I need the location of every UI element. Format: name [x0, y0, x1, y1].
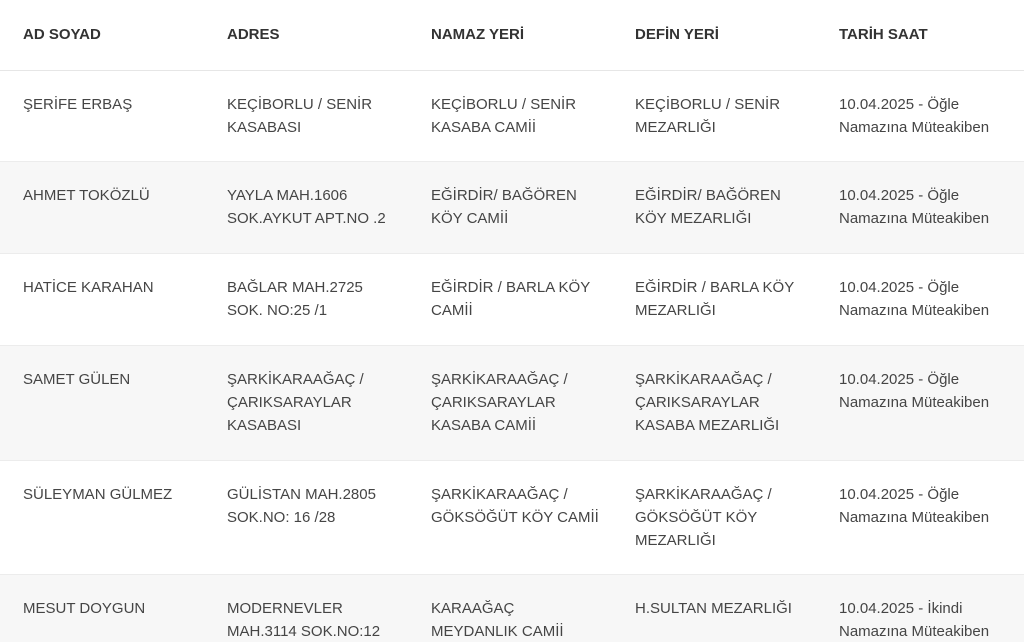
cell-address: GÜLİSTAN MAH.2805 SOK.NO: 16 /28	[204, 460, 408, 574]
cell-date-time: 10.04.2025 - Öğle Namazına Müteakiben	[816, 70, 1024, 161]
cell-burial-place: EĞİRDİR/ BAĞÖREN KÖY MEZARLIĞI	[612, 161, 816, 253]
table-row	[0, 161, 1024, 253]
cell-prayer-place: KEÇİBORLU / SENİR KASABA CAMİİ	[408, 70, 612, 161]
cell-prayer-place: EĞİRDİR/ BAĞÖREN KÖY CAMİİ	[408, 161, 612, 253]
cell-name: SAMET GÜLEN	[0, 345, 204, 460]
cell-date-time: 10.04.2025 - Öğle Namazına Müteakiben	[816, 460, 1024, 574]
cell-burial-place: EĞİRDİR / BARLA KÖY MEZARLIĞI	[612, 253, 816, 345]
cell-name: HATİCE KARAHAN	[0, 253, 204, 345]
cell-address: ŞARKİKARAAĞAÇ / ÇARIKSARAYLAR KASABASI	[204, 345, 408, 460]
cell-date-time: 10.04.2025 - Öğle Namazına Müteakiben	[816, 161, 1024, 253]
cell-prayer-place: KARAAĞAÇ MEYDANLIK CAMİİ	[408, 574, 612, 642]
cell-prayer-place: ŞARKİKARAAĞAÇ / ÇARIKSARAYLAR KASABA CAMİİ	[408, 345, 612, 460]
table-row	[0, 460, 1024, 574]
cell-address: MODERNEVLER MAH.3114 SOK.NO:12	[204, 574, 408, 642]
cell-burial-place: ŞARKİKARAAĞAÇ / ÇARIKSARAYLAR KASABA MEZARLIĞI	[612, 345, 816, 460]
cell-burial-place: H.SULTAN MEZARLIĞI	[612, 574, 816, 642]
header-burial-place: DEFİN YERİ	[612, 0, 816, 70]
cell-prayer-place: ŞARKİKARAAĞAÇ / GÖKSÖĞÜT KÖY CAMİİ	[408, 460, 612, 574]
cell-prayer-place: EĞİRDİR / BARLA KÖY CAMİİ	[408, 253, 612, 345]
table-row	[0, 574, 1024, 642]
cell-burial-place: KEÇİBORLU / SENİR MEZARLIĞI	[612, 70, 816, 161]
cell-burial-place: ŞARKİKARAAĞAÇ / GÖKSÖĞÜT KÖY MEZARLIĞI	[612, 460, 816, 574]
header-name: AD SOYAD	[0, 0, 204, 70]
header-prayer-place: NAMAZ YERİ	[408, 0, 612, 70]
table-body	[0, 70, 1024, 642]
cell-address: KEÇİBORLU / SENİR KASABASI	[204, 70, 408, 161]
header-address: ADRES	[204, 0, 408, 70]
cell-address: BAĞLAR MAH.2725 SOK. NO:25 /1	[204, 253, 408, 345]
table-row	[0, 345, 1024, 460]
cell-name: SÜLEYMAN GÜLMEZ	[0, 460, 204, 574]
table-header	[0, 0, 1024, 70]
cell-address: YAYLA MAH.1606 SOK.AYKUT APT.NO .2	[204, 161, 408, 253]
table-row	[0, 70, 1024, 161]
cell-name: ŞERİFE ERBAŞ	[0, 70, 204, 161]
cell-name: AHMET TOKÖZLÜ	[0, 161, 204, 253]
cell-name: MESUT DOYGUN	[0, 574, 204, 642]
table-row	[0, 253, 1024, 345]
header-row	[0, 0, 1024, 70]
cell-date-time: 10.04.2025 - Öğle Namazına Müteakiben	[816, 253, 1024, 345]
header-date-time: TARİH SAAT	[816, 0, 1024, 70]
cell-date-time: 10.04.2025 - Öğle Namazına Müteakiben	[816, 345, 1024, 460]
cell-date-time: 10.04.2025 - İkindi Namazına Müteakiben	[816, 574, 1024, 642]
